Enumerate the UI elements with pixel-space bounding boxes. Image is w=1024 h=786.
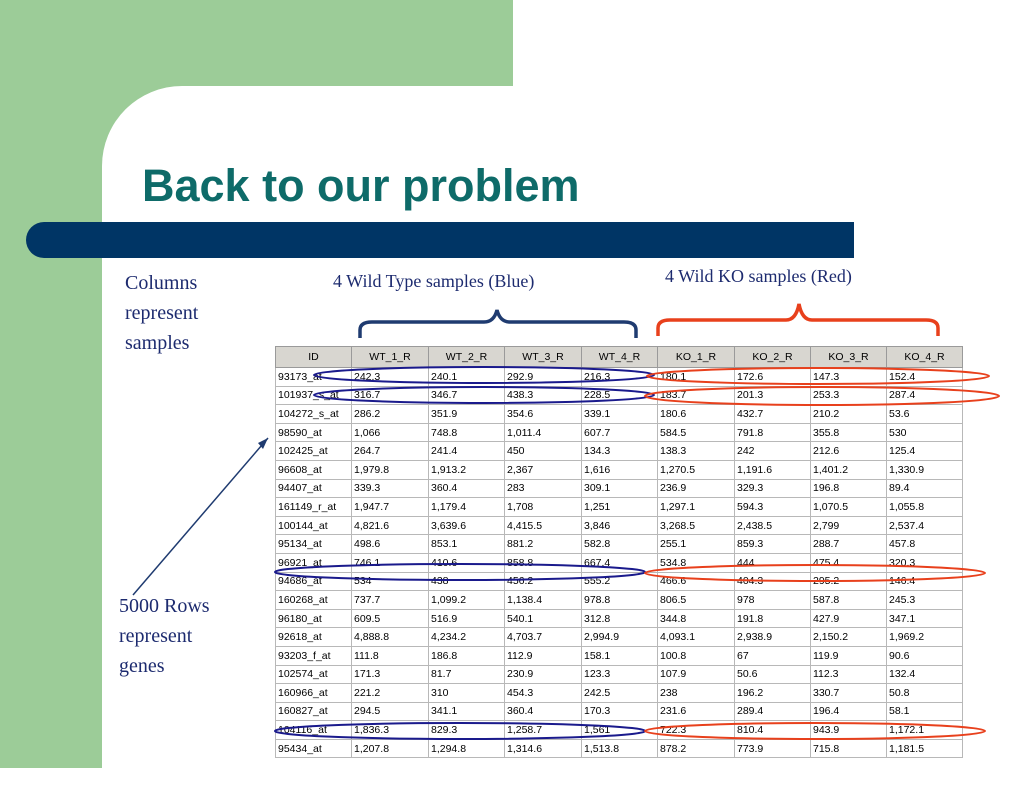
table-row xyxy=(276,442,963,461)
value-cell: 1,270.5 xyxy=(658,460,735,479)
table-row xyxy=(276,386,963,405)
value-cell: 715.8 xyxy=(811,739,887,758)
value-cell: 240.1 xyxy=(429,368,505,387)
column-header[interactable]: ID xyxy=(276,347,352,368)
value-cell: 1,294.8 xyxy=(429,739,505,758)
value-cell: 360.4 xyxy=(429,479,505,498)
value-cell: 3,846 xyxy=(582,516,658,535)
value-cell: 1,913.2 xyxy=(429,460,505,479)
value-cell: 241.4 xyxy=(429,442,505,461)
value-cell: 457.8 xyxy=(887,535,963,554)
column-header[interactable]: WT_1_R xyxy=(352,347,429,368)
value-cell: 1,330.9 xyxy=(887,460,963,479)
columns-note-line-3: samples xyxy=(125,332,190,354)
value-cell: 119.9 xyxy=(811,646,887,665)
value-cell: 1,011.4 xyxy=(505,423,582,442)
ko-label: 4 Wild KO samples (Red) xyxy=(665,266,852,286)
value-cell: 432.7 xyxy=(735,405,811,424)
value-cell: 346.7 xyxy=(429,386,505,405)
value-cell: 1,181.5 xyxy=(887,739,963,758)
value-cell: 667.4 xyxy=(582,553,658,572)
gene-id-cell: 160268_at xyxy=(276,591,352,610)
value-cell: 242 xyxy=(735,442,811,461)
columns-note-line-2: represent xyxy=(125,302,199,324)
table-row xyxy=(276,646,963,665)
gene-expression-table xyxy=(275,346,963,758)
value-cell: 534 xyxy=(352,572,429,591)
table-row xyxy=(276,479,963,498)
value-cell: 475.4 xyxy=(811,553,887,572)
gene-id-cell: 104116_at xyxy=(276,721,352,740)
value-cell: 878.2 xyxy=(658,739,735,758)
value-cell: 1,836.3 xyxy=(352,721,429,740)
value-cell: 2,938.9 xyxy=(735,628,811,647)
value-cell: 1,969.2 xyxy=(887,628,963,647)
slide-title: Back to our problem xyxy=(142,160,580,211)
value-cell: 146.4 xyxy=(887,572,963,591)
table-row xyxy=(276,535,963,554)
table-row xyxy=(276,665,963,684)
value-cell: 312.8 xyxy=(582,609,658,628)
value-cell: 1,297.1 xyxy=(658,498,735,517)
value-cell: 186.8 xyxy=(429,646,505,665)
gene-id-cell: 95134_at xyxy=(276,535,352,554)
gene-id-cell: 98590_at xyxy=(276,423,352,442)
value-cell: 316.7 xyxy=(352,386,429,405)
value-cell: 238 xyxy=(658,684,735,703)
gene-id-cell: 102425_at xyxy=(276,442,352,461)
value-cell: 1,172.1 xyxy=(887,721,963,740)
value-cell: 180.6 xyxy=(658,405,735,424)
table-row xyxy=(276,553,963,572)
value-cell: 2,438.5 xyxy=(735,516,811,535)
value-cell: 89.4 xyxy=(887,479,963,498)
gene-id-cell: 95434_at xyxy=(276,739,352,758)
value-cell: 582.8 xyxy=(582,535,658,554)
value-cell: 230.9 xyxy=(505,665,582,684)
value-cell: 773.9 xyxy=(735,739,811,758)
value-cell: 170.3 xyxy=(582,702,658,721)
value-cell: 555.2 xyxy=(582,572,658,591)
value-cell: 231.6 xyxy=(658,702,735,721)
wild-type-label: 4 Wild Type samples (Blue) xyxy=(333,271,535,291)
value-cell: 289.4 xyxy=(735,702,811,721)
value-cell: 4,888.8 xyxy=(352,628,429,647)
gene-id-cell: 96921_at xyxy=(276,553,352,572)
value-cell: 594.3 xyxy=(735,498,811,517)
value-cell: 58.1 xyxy=(887,702,963,721)
table-row xyxy=(276,516,963,535)
value-cell: 1,066 xyxy=(352,423,429,442)
value-cell: 81.7 xyxy=(429,665,505,684)
column-header[interactable]: KO_4_R xyxy=(887,347,963,368)
value-cell: 737.7 xyxy=(352,591,429,610)
value-cell: 587.8 xyxy=(811,591,887,610)
value-cell: 228.5 xyxy=(582,386,658,405)
value-cell: 444 xyxy=(735,553,811,572)
value-cell: 1,055.8 xyxy=(887,498,963,517)
gene-id-cell: 160827_at xyxy=(276,702,352,721)
value-cell: 90.6 xyxy=(887,646,963,665)
value-cell: 264.7 xyxy=(352,442,429,461)
value-cell: 4,415.5 xyxy=(505,516,582,535)
column-header[interactable]: KO_3_R xyxy=(811,347,887,368)
value-cell: 147.3 xyxy=(811,368,887,387)
gene-id-cell: 102574_at xyxy=(276,665,352,684)
value-cell: 111.8 xyxy=(352,646,429,665)
value-cell: 310 xyxy=(429,684,505,703)
value-cell: 172.6 xyxy=(735,368,811,387)
value-cell: 309.1 xyxy=(582,479,658,498)
value-cell: 4,703.7 xyxy=(505,628,582,647)
value-cell: 1,207.8 xyxy=(352,739,429,758)
value-cell: 1,314.6 xyxy=(505,739,582,758)
value-cell: 355.8 xyxy=(811,423,887,442)
value-cell: 196.8 xyxy=(811,479,887,498)
value-cell: 1,708 xyxy=(505,498,582,517)
gene-id-cell: 100144_at xyxy=(276,516,352,535)
value-cell: 456.2 xyxy=(505,572,582,591)
value-cell: 516.9 xyxy=(429,609,505,628)
column-header[interactable]: KO_1_R xyxy=(658,347,735,368)
value-cell: 134.3 xyxy=(582,442,658,461)
table-row xyxy=(276,721,963,740)
value-cell: 1,138.4 xyxy=(505,591,582,610)
value-cell: 534.8 xyxy=(658,553,735,572)
value-cell: 351.9 xyxy=(429,405,505,424)
value-cell: 438 xyxy=(429,572,505,591)
gene-id-cell: 101937_s_at xyxy=(276,386,352,405)
value-cell: 132.4 xyxy=(887,665,963,684)
column-header[interactable]: WT_2_R xyxy=(429,347,505,368)
value-cell: 2,537.4 xyxy=(887,516,963,535)
value-cell: 858.8 xyxy=(505,553,582,572)
table-row xyxy=(276,739,963,758)
value-cell: 609.5 xyxy=(352,609,429,628)
value-cell: 4,234.2 xyxy=(429,628,505,647)
value-cell: 438.3 xyxy=(505,386,582,405)
value-cell: 722.3 xyxy=(658,721,735,740)
value-cell: 112.3 xyxy=(811,665,887,684)
value-cell: 1,947.7 xyxy=(352,498,429,517)
value-cell: 330.7 xyxy=(811,684,887,703)
value-cell: 810.4 xyxy=(735,721,811,740)
columns-note-line-1: Columns xyxy=(125,272,198,294)
value-cell: 216.3 xyxy=(582,368,658,387)
value-cell: 67 xyxy=(735,646,811,665)
table-body xyxy=(276,368,963,758)
value-cell: 540.1 xyxy=(505,609,582,628)
title-underline-bar xyxy=(26,222,854,258)
table-row xyxy=(276,572,963,591)
value-cell: 746.1 xyxy=(352,553,429,572)
value-cell: 2,367 xyxy=(505,460,582,479)
gene-id-cell: 104272_s_at xyxy=(276,405,352,424)
value-cell: 339.3 xyxy=(352,479,429,498)
value-cell: 53.6 xyxy=(887,405,963,424)
value-cell: 180.1 xyxy=(658,368,735,387)
value-cell: 1,070.5 xyxy=(811,498,887,517)
value-cell: 1,099.2 xyxy=(429,591,505,610)
value-cell: 242.3 xyxy=(352,368,429,387)
value-cell: 295.2 xyxy=(811,572,887,591)
value-cell: 2,150.2 xyxy=(811,628,887,647)
value-cell: 212.6 xyxy=(811,442,887,461)
value-cell: 236.9 xyxy=(658,479,735,498)
value-cell: 1,401.2 xyxy=(811,460,887,479)
gene-id-cell: 96608_at xyxy=(276,460,352,479)
table-row xyxy=(276,423,963,442)
value-cell: 1,191.6 xyxy=(735,460,811,479)
value-cell: 210.2 xyxy=(811,405,887,424)
value-cell: 107.9 xyxy=(658,665,735,684)
value-cell: 360.4 xyxy=(505,702,582,721)
value-cell: 4,821.6 xyxy=(352,516,429,535)
value-cell: 183.7 xyxy=(658,386,735,405)
value-cell: 404.3 xyxy=(735,572,811,591)
table-row xyxy=(276,628,963,647)
value-cell: 100.8 xyxy=(658,646,735,665)
gene-id-cell: 94686_at xyxy=(276,572,352,591)
value-cell: 329.3 xyxy=(735,479,811,498)
column-header[interactable]: WT_4_R xyxy=(582,347,658,368)
value-cell: 347.1 xyxy=(887,609,963,628)
value-cell: 3,639.6 xyxy=(429,516,505,535)
value-cell: 3,268.5 xyxy=(658,516,735,535)
table-row xyxy=(276,702,963,721)
value-cell: 255.1 xyxy=(658,535,735,554)
value-cell: 607.7 xyxy=(582,423,658,442)
value-cell: 1,258.7 xyxy=(505,721,582,740)
value-cell: 1,251 xyxy=(582,498,658,517)
value-cell: 288.7 xyxy=(811,535,887,554)
value-cell: 292.9 xyxy=(505,368,582,387)
value-cell: 2,994.9 xyxy=(582,628,658,647)
value-cell: 138.3 xyxy=(658,442,735,461)
value-cell: 283 xyxy=(505,479,582,498)
value-cell: 1,616 xyxy=(582,460,658,479)
value-cell: 50.8 xyxy=(887,684,963,703)
table-row xyxy=(276,609,963,628)
value-cell: 152.4 xyxy=(887,368,963,387)
value-cell: 320.3 xyxy=(887,553,963,572)
value-cell: 112.9 xyxy=(505,646,582,665)
value-cell: 4,093.1 xyxy=(658,628,735,647)
rows-note-line-3: genes xyxy=(119,655,165,677)
table-row xyxy=(276,498,963,517)
table-row xyxy=(276,684,963,703)
value-cell: 454.3 xyxy=(505,684,582,703)
value-cell: 191.8 xyxy=(735,609,811,628)
table-row xyxy=(276,460,963,479)
value-cell: 125.4 xyxy=(887,442,963,461)
value-cell: 498.6 xyxy=(352,535,429,554)
column-header[interactable]: WT_3_R xyxy=(505,347,582,368)
gene-id-cell: 160966_at xyxy=(276,684,352,703)
value-cell: 791.8 xyxy=(735,423,811,442)
value-cell: 339.1 xyxy=(582,405,658,424)
value-cell: 881.2 xyxy=(505,535,582,554)
value-cell: 530 xyxy=(887,423,963,442)
value-cell: 748.8 xyxy=(429,423,505,442)
rows-note xyxy=(119,591,210,681)
value-cell: 943.9 xyxy=(811,721,887,740)
value-cell: 341.1 xyxy=(429,702,505,721)
value-cell: 1,561 xyxy=(582,721,658,740)
gene-id-cell: 92618_at xyxy=(276,628,352,647)
value-cell: 123.3 xyxy=(582,665,658,684)
value-cell: 450 xyxy=(505,442,582,461)
gene-id-cell: 93203_f_at xyxy=(276,646,352,665)
table-row xyxy=(276,591,963,610)
value-cell: 245.3 xyxy=(887,591,963,610)
value-cell: 853.1 xyxy=(429,535,505,554)
value-cell: 196.2 xyxy=(735,684,811,703)
value-cell: 171.3 xyxy=(352,665,429,684)
gene-id-cell: 93173_at xyxy=(276,368,352,387)
value-cell: 196.4 xyxy=(811,702,887,721)
value-cell: 286.2 xyxy=(352,405,429,424)
value-cell: 1,513.8 xyxy=(582,739,658,758)
table-row xyxy=(276,405,963,424)
value-cell: 1,979.8 xyxy=(352,460,429,479)
value-cell: 344.8 xyxy=(658,609,735,628)
value-cell: 859.3 xyxy=(735,535,811,554)
value-cell: 2,799 xyxy=(811,516,887,535)
value-cell: 978.8 xyxy=(582,591,658,610)
columns-note xyxy=(125,268,198,358)
value-cell: 294.5 xyxy=(352,702,429,721)
value-cell: 584.5 xyxy=(658,423,735,442)
gene-id-cell: 94407_at xyxy=(276,479,352,498)
value-cell: 221.2 xyxy=(352,684,429,703)
value-cell: 427.9 xyxy=(811,609,887,628)
value-cell: 978 xyxy=(735,591,811,610)
value-cell: 242.5 xyxy=(582,684,658,703)
gene-id-cell: 96180_at xyxy=(276,609,352,628)
value-cell: 50.6 xyxy=(735,665,811,684)
value-cell: 158.1 xyxy=(582,646,658,665)
rows-note-line-2: represent xyxy=(119,625,193,647)
gene-id-cell: 161149_r_at xyxy=(276,498,352,517)
value-cell: 466.6 xyxy=(658,572,735,591)
table-header-row xyxy=(276,347,963,368)
rows-note-line-1: 5000 Rows xyxy=(119,595,210,617)
value-cell: 829.3 xyxy=(429,721,505,740)
column-header[interactable]: KO_2_R xyxy=(735,347,811,368)
value-cell: 201.3 xyxy=(735,386,811,405)
value-cell: 354.6 xyxy=(505,405,582,424)
value-cell: 287.4 xyxy=(887,386,963,405)
value-cell: 253.3 xyxy=(811,386,887,405)
value-cell: 410.6 xyxy=(429,553,505,572)
table-row xyxy=(276,368,963,387)
value-cell: 806.5 xyxy=(658,591,735,610)
value-cell: 1,179.4 xyxy=(429,498,505,517)
